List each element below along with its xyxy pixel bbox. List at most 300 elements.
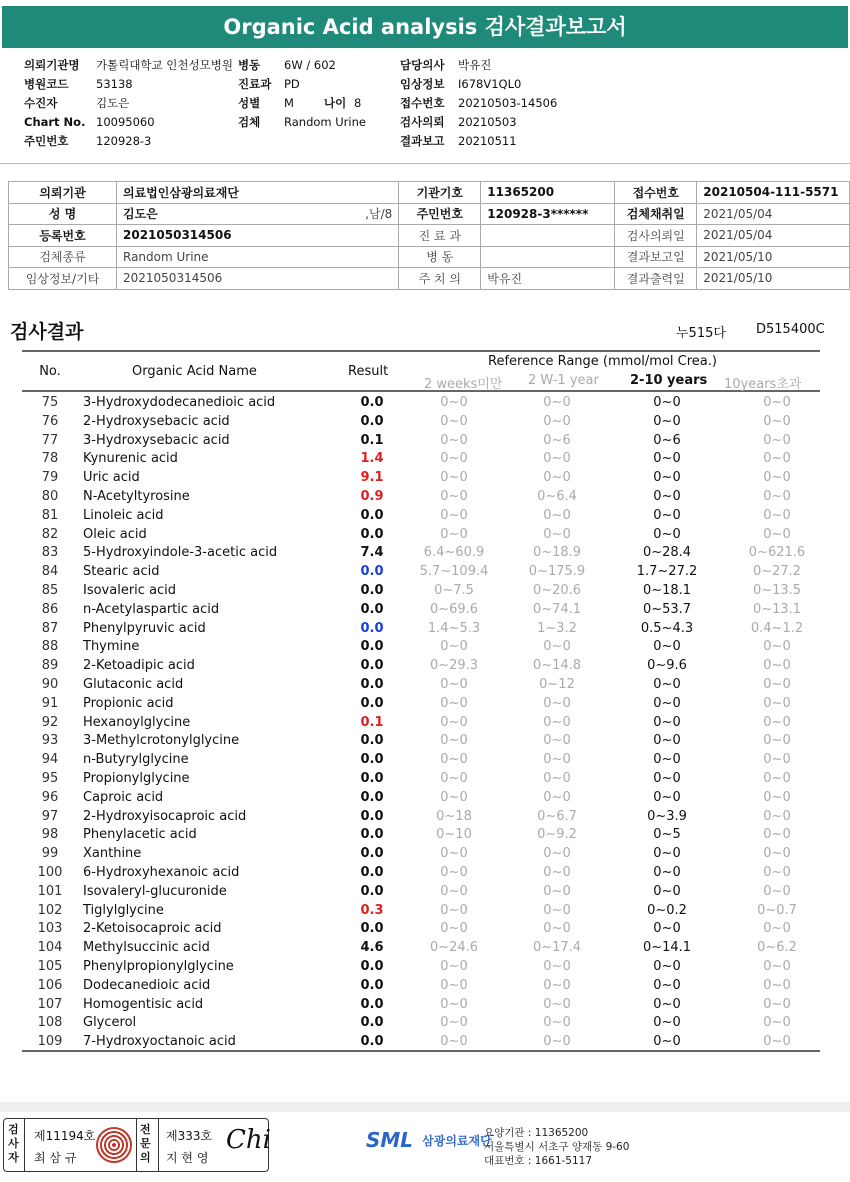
col-header-range-1: 2 weeks미만 xyxy=(424,377,503,392)
patient-value: 김도은 xyxy=(117,203,271,225)
range-10y-plus: 0~0 xyxy=(763,695,791,711)
result-value: 0.1 xyxy=(360,432,384,448)
table-row xyxy=(22,563,820,582)
row-number: 101 xyxy=(37,883,63,899)
table-row xyxy=(22,507,820,526)
acid-name: Linoleic acid xyxy=(83,507,164,523)
range-10y-plus: 0~0 xyxy=(763,1015,791,1031)
patient-label: 진 료 과 xyxy=(399,225,481,247)
range-2w-1y: 0~0 xyxy=(543,1015,571,1031)
range-2-10y: 0~0 xyxy=(653,921,681,937)
patient-label: 검사의뢰일 xyxy=(615,225,697,247)
row-number: 102 xyxy=(37,902,63,918)
patient-value xyxy=(481,225,615,247)
col-header-result: Result xyxy=(348,364,389,379)
signer-role-2: 전문의 xyxy=(140,1123,151,1164)
table-row xyxy=(22,676,820,695)
info-label: 의뢰기관명 xyxy=(24,58,80,72)
range-2w-1y: 0~6.4 xyxy=(537,488,577,504)
patient-value: 2021050314506 xyxy=(117,268,399,290)
range-10y-plus: 0~0 xyxy=(763,977,791,993)
info-label: Chart No. xyxy=(24,115,86,129)
range-2-10y: 1.7~27.2 xyxy=(636,564,698,580)
range-2w-1y: 0~0 xyxy=(543,470,571,486)
acid-name: 3-Hydroxydodecanedioic acid xyxy=(83,395,276,410)
table-row xyxy=(22,864,820,883)
range-10y-plus: 0~0 xyxy=(763,789,791,805)
table-row xyxy=(22,394,820,413)
signature-box xyxy=(3,1118,269,1172)
patient-label: 등록번호 xyxy=(9,225,117,247)
acid-name: 2-Ketoisocaproic acid xyxy=(83,921,222,937)
table-row xyxy=(22,413,820,432)
result-value: 0.0 xyxy=(360,564,384,580)
range-2-10y: 0~6 xyxy=(653,432,681,448)
patient-value: 11365200 xyxy=(481,182,615,204)
patient-value: ,남/8 xyxy=(270,203,399,225)
range-2w-1y: 0~0 xyxy=(543,789,571,805)
col-header-no: No. xyxy=(39,364,61,379)
range-10y-plus: 0~0 xyxy=(763,996,791,1012)
result-value: 0.0 xyxy=(360,808,384,824)
info-value: M xyxy=(284,96,294,110)
patient-value: 2021/05/04 xyxy=(697,225,850,247)
info-value: 120928-3 xyxy=(96,134,152,148)
range-10y-plus: 0~0 xyxy=(763,526,791,542)
range-10y-plus: 0~0 xyxy=(763,432,791,448)
range-2w-1y: 0~0 xyxy=(543,921,571,937)
result-value: 0.0 xyxy=(360,921,384,937)
acid-name: Isovaleric acid xyxy=(83,582,177,598)
acid-name: 3-Hydroxysebacic acid xyxy=(83,432,230,448)
range-2-10y: 0~0 xyxy=(653,864,681,880)
acid-name: Phenylpyruvic acid xyxy=(83,620,206,636)
acid-name: 2-Hydroxyisocaproic acid xyxy=(83,808,247,824)
header-col-3 xyxy=(400,56,557,151)
range-10y-plus: 0~0 xyxy=(763,846,791,862)
range-2w-1y: 0~18.9 xyxy=(532,545,582,561)
range-2-weeks: 0~0 xyxy=(440,733,468,749)
table-row xyxy=(22,751,820,770)
table-row xyxy=(22,488,820,507)
range-10y-plus: 0.4~1.2 xyxy=(750,620,804,636)
result-value: 0.0 xyxy=(360,413,384,429)
range-2-weeks: 0~0 xyxy=(440,526,468,542)
patient-value: 2021/05/10 xyxy=(697,268,850,290)
report-code-a: 누515다 xyxy=(676,326,726,341)
row-number: 89 xyxy=(41,658,59,674)
patient-info-table xyxy=(8,181,850,290)
row-number: 95 xyxy=(41,770,59,786)
info-value: PD xyxy=(284,77,300,91)
acid-name: Uric acid xyxy=(83,470,140,486)
result-value: 0.0 xyxy=(360,846,384,862)
row-number: 75 xyxy=(41,395,59,410)
acid-name: Phenylpropionylglycine xyxy=(83,958,234,974)
acid-name: Stearic acid xyxy=(83,564,160,580)
row-number: 86 xyxy=(41,601,59,617)
table-row xyxy=(22,826,820,845)
results-table-header xyxy=(22,350,820,392)
result-value: 7.4 xyxy=(360,545,384,561)
range-2w-1y: 0~0 xyxy=(543,714,571,730)
row-number: 79 xyxy=(41,470,59,486)
divider xyxy=(0,163,850,164)
table-row xyxy=(22,1014,820,1033)
range-2-weeks: 0~0 xyxy=(440,770,468,786)
patient-row xyxy=(9,182,850,204)
table-row xyxy=(22,526,820,545)
footer-band xyxy=(0,1102,850,1112)
result-value: 0.0 xyxy=(360,639,384,655)
range-2w-1y: 0~14.8 xyxy=(532,658,582,674)
table-row xyxy=(22,582,820,601)
range-10y-plus: 0~0 xyxy=(763,413,791,429)
range-2-weeks: 0~0 xyxy=(440,846,468,862)
range-2w-1y: 0~0 xyxy=(543,1034,571,1050)
patient-row xyxy=(9,268,850,290)
patient-label: 기관기호 xyxy=(399,182,481,204)
table-row xyxy=(22,695,820,714)
divider xyxy=(158,1119,159,1171)
range-2-weeks: 0~0 xyxy=(440,789,468,805)
range-2-10y: 0~0 xyxy=(653,507,681,523)
result-value: 0.0 xyxy=(360,864,384,880)
range-10y-plus: 0~0 xyxy=(763,714,791,730)
row-number: 81 xyxy=(41,507,59,523)
info-value: 8 xyxy=(354,96,362,110)
range-10y-plus: 0~0 xyxy=(763,921,791,937)
info-label: 검체 xyxy=(238,115,261,129)
range-10y-plus: 0~0 xyxy=(763,883,791,899)
col-header-reference: Reference Range (mmol/mol Crea.) xyxy=(488,354,717,369)
header-col-1 xyxy=(24,56,233,151)
acid-name: 2-Hydroxysebacic acid xyxy=(83,413,230,429)
result-value: 0.1 xyxy=(360,714,384,730)
result-value: 0.0 xyxy=(360,752,384,768)
acid-name: Homogentisic acid xyxy=(83,996,204,1012)
range-10y-plus: 0~13.1 xyxy=(752,601,802,617)
acid-name: Caproic acid xyxy=(83,789,164,805)
result-value: 0.0 xyxy=(360,601,384,617)
table-row xyxy=(22,902,820,921)
range-2-weeks: 6.4~60.9 xyxy=(423,545,485,561)
table-row xyxy=(22,601,820,620)
patient-value: 2021050314506 xyxy=(117,225,399,247)
acid-name: Hexanoylglycine xyxy=(83,714,191,730)
patient-label: 주 치 의 xyxy=(399,268,481,290)
table-row xyxy=(22,883,820,902)
range-2-weeks: 0~0 xyxy=(440,1015,468,1031)
info-value: 53138 xyxy=(96,77,133,91)
range-2w-1y: 0~9.2 xyxy=(537,827,577,843)
row-number: 97 xyxy=(41,808,59,824)
patient-label: 결과보고일 xyxy=(615,246,697,268)
range-10y-plus: 0~0 xyxy=(763,488,791,504)
range-2-10y: 0~53.7 xyxy=(642,601,692,617)
acid-name: 6-Hydroxyhexanoic acid xyxy=(83,864,240,880)
patient-label: 검체종류 xyxy=(9,246,117,268)
range-2-10y: 0~9.6 xyxy=(647,658,687,674)
range-2w-1y: 0~0 xyxy=(543,846,571,862)
acid-name: Oleic acid xyxy=(83,526,147,542)
range-2-10y: 0~0 xyxy=(653,526,681,542)
range-2-10y: 0~5 xyxy=(653,827,681,843)
range-2w-1y: 1~3.2 xyxy=(537,620,577,636)
table-row xyxy=(22,958,820,977)
row-number: 109 xyxy=(37,1034,63,1050)
report-title: Organic Acid analysis 검사결과보고서 xyxy=(2,6,848,48)
info-value: 20210503 xyxy=(458,115,517,129)
range-2-10y: 0~0.2 xyxy=(647,902,687,918)
range-2w-1y: 0~0 xyxy=(543,883,571,899)
row-number: 83 xyxy=(41,545,59,561)
row-number: 100 xyxy=(37,864,63,880)
col-header-name: Organic Acid Name xyxy=(132,364,257,379)
table-row xyxy=(22,977,820,996)
result-value: 0.0 xyxy=(360,883,384,899)
signer-license-2: 제333호 xyxy=(166,1129,213,1143)
range-2w-1y: 0~0 xyxy=(543,526,571,542)
acid-name: Glycerol xyxy=(83,1015,137,1031)
table-row xyxy=(22,450,820,469)
range-10y-plus: 0~0 xyxy=(763,451,791,467)
patient-label: 결과출력일 xyxy=(615,268,697,290)
range-2-10y: 0~0 xyxy=(653,977,681,993)
acid-name: Glutaconic acid xyxy=(83,676,184,692)
range-2w-1y: 0~0 xyxy=(543,413,571,429)
result-value: 0.0 xyxy=(360,658,384,674)
range-2-10y: 0~0 xyxy=(653,451,681,467)
range-2w-1y: 0~6.7 xyxy=(537,808,577,824)
range-10y-plus: 0~0 xyxy=(763,770,791,786)
range-10y-plus: 0~0 xyxy=(763,395,791,410)
result-value: 0.0 xyxy=(360,733,384,749)
row-number: 78 xyxy=(41,451,59,467)
acid-name: Methylsuccinic acid xyxy=(83,940,210,956)
info-label: 검사의뢰 xyxy=(400,115,445,129)
table-row xyxy=(22,789,820,808)
range-2-10y: 0~0 xyxy=(653,996,681,1012)
info-value: 20210503-14506 xyxy=(458,96,558,110)
range-2-10y: 0~0 xyxy=(653,770,681,786)
patient-value: Random Urine xyxy=(117,246,399,268)
range-2-weeks: 0~0 xyxy=(440,395,468,410)
range-2-weeks: 0~0 xyxy=(440,921,468,937)
range-2-weeks: 0~0 xyxy=(440,507,468,523)
row-number: 96 xyxy=(41,789,59,805)
row-number: 91 xyxy=(41,695,59,711)
table-row xyxy=(22,638,820,657)
header-col-2 xyxy=(238,56,366,132)
table-row xyxy=(22,714,820,733)
result-value: 0.0 xyxy=(360,770,384,786)
result-value: 0.9 xyxy=(360,488,384,504)
section-title: 검사결과 xyxy=(10,321,84,343)
result-value: 0.0 xyxy=(360,1015,384,1031)
range-10y-plus: 0~0 xyxy=(763,827,791,843)
signer-name-1: 최 삼 규 xyxy=(34,1151,77,1165)
sml-logo xyxy=(366,1128,492,1152)
seal-stamp-icon xyxy=(96,1127,132,1163)
result-value: 0.0 xyxy=(360,977,384,993)
range-10y-plus: 0~0 xyxy=(763,733,791,749)
row-number: 85 xyxy=(41,582,59,598)
range-2w-1y: 0~0 xyxy=(543,902,571,918)
logo-mark: SML xyxy=(366,1128,414,1152)
result-value: 0.0 xyxy=(360,827,384,843)
info-label: 담당의사 xyxy=(400,58,445,72)
row-number: 77 xyxy=(41,432,59,448)
range-2-weeks: 0~24.6 xyxy=(429,940,479,956)
range-10y-plus: 0~0 xyxy=(763,507,791,523)
patient-row xyxy=(9,246,850,268)
table-row xyxy=(22,770,820,789)
acid-name: 3-Methylcrotonylglycine xyxy=(83,733,240,749)
result-value: 0.0 xyxy=(360,1034,384,1050)
range-2-weeks: 0~0 xyxy=(440,902,468,918)
acid-name: 5-Hydroxyindole-3-acetic acid xyxy=(83,545,278,561)
range-2-weeks: 0~0 xyxy=(440,864,468,880)
signer-role-1: 검사자 xyxy=(8,1123,19,1164)
info-label: 주민번호 xyxy=(24,134,69,148)
row-number: 82 xyxy=(41,526,59,542)
range-2w-1y: 0~0 xyxy=(543,733,571,749)
range-2-weeks: 0~0 xyxy=(440,432,468,448)
range-10y-plus: 0~0 xyxy=(763,752,791,768)
result-value: 0.0 xyxy=(360,676,384,692)
range-2-10y: 0~0 xyxy=(653,1015,681,1031)
range-2-weeks: 0~0 xyxy=(440,958,468,974)
range-2-weeks: 0~0 xyxy=(440,695,468,711)
range-2w-1y: 0~0 xyxy=(543,770,571,786)
divider xyxy=(24,1119,25,1171)
range-2-10y: 0~0 xyxy=(653,714,681,730)
table-row xyxy=(22,920,820,939)
range-2-10y: 0~3.9 xyxy=(647,808,687,824)
acid-name: Propionylglycine xyxy=(83,770,190,786)
acid-name: Thymine xyxy=(83,639,140,655)
range-2w-1y: 0~20.6 xyxy=(532,582,582,598)
patient-row xyxy=(9,203,850,225)
col-header-range-3: 2-10 years xyxy=(630,373,708,388)
range-2w-1y: 0~0 xyxy=(543,996,571,1012)
signer-name-2: 지 현 영 xyxy=(166,1151,209,1165)
range-2-10y: 0~0 xyxy=(653,1034,681,1050)
table-row xyxy=(22,996,820,1015)
table-row xyxy=(22,808,820,827)
agency-code: 요양기관 : 11365200 xyxy=(484,1127,589,1139)
patient-label: 병 동 xyxy=(399,246,481,268)
table-row xyxy=(22,657,820,676)
range-2-weeks: 0~0 xyxy=(440,1034,468,1050)
row-number: 90 xyxy=(41,676,59,692)
acid-name: 7-Hydroxyoctanoic acid xyxy=(83,1034,236,1050)
range-2-10y: 0~0 xyxy=(653,733,681,749)
row-number: 108 xyxy=(37,1015,63,1031)
info-value: Random Urine xyxy=(284,115,366,129)
range-2-weeks: 0~10 xyxy=(436,827,472,843)
row-number: 104 xyxy=(37,940,63,956)
range-10y-plus: 0~0 xyxy=(763,1034,791,1050)
range-2-weeks: 1.4~5.3 xyxy=(427,620,481,636)
result-value: 0.0 xyxy=(360,996,384,1012)
result-value: 0.3 xyxy=(360,902,384,918)
range-2w-1y: 0~17.4 xyxy=(532,940,582,956)
info-label: 접수번호 xyxy=(400,96,445,110)
info-label: 성별 xyxy=(238,96,261,110)
patient-value: 2021/05/04 xyxy=(697,203,850,225)
logo-org: 삼광의료재단 xyxy=(422,1133,492,1148)
row-number: 88 xyxy=(41,639,59,655)
info-value: I678V1QL0 xyxy=(458,77,522,91)
info-label: 병원코드 xyxy=(24,77,69,91)
row-number: 87 xyxy=(41,620,59,636)
range-2w-1y: 0~74.1 xyxy=(532,601,582,617)
patient-label: 의뢰기관 xyxy=(9,182,117,204)
patient-value: 2021/05/10 xyxy=(697,246,850,268)
patient-label: 임상정보/기타 xyxy=(9,268,117,290)
row-number: 80 xyxy=(41,488,59,504)
table-bottom-rule xyxy=(22,1050,820,1052)
patient-row xyxy=(9,225,850,247)
info-label: 수진자 xyxy=(24,96,58,110)
info-label: 진료과 xyxy=(238,77,272,91)
info-value: 6W / 602 xyxy=(284,58,336,72)
range-10y-plus: 0~27.2 xyxy=(752,564,802,580)
result-value: 0.0 xyxy=(360,789,384,805)
range-2w-1y: 0~0 xyxy=(543,695,571,711)
range-2w-1y: 0~6 xyxy=(543,432,571,448)
result-value: 0.0 xyxy=(360,507,384,523)
patient-value: 120928-3****** xyxy=(481,203,615,225)
range-10y-plus: 0~0 xyxy=(763,958,791,974)
range-2-weeks: 0~0 xyxy=(440,977,468,993)
range-2-weeks: 0~0 xyxy=(440,996,468,1012)
range-2-weeks: 0~0 xyxy=(440,470,468,486)
result-value: 0.0 xyxy=(360,958,384,974)
range-2w-1y: 0~0 xyxy=(543,977,571,993)
result-value: 0.0 xyxy=(360,582,384,598)
result-value: 4.6 xyxy=(360,940,384,956)
range-2-10y: 0~0 xyxy=(653,639,681,655)
range-2w-1y: 0~0 xyxy=(543,639,571,655)
range-2-10y: 0~14.1 xyxy=(642,940,692,956)
range-2-10y: 0~0 xyxy=(653,695,681,711)
acid-name: Isovaleryl-glucuronide xyxy=(83,883,227,899)
row-number: 84 xyxy=(41,564,59,580)
acid-name: Dodecanedioic acid xyxy=(83,977,211,993)
range-10y-plus: 0~13.5 xyxy=(752,582,802,598)
row-number: 76 xyxy=(41,413,59,429)
acid-name: 2-Ketoadipic acid xyxy=(83,658,195,674)
patient-value: 박유진 xyxy=(481,268,615,290)
range-10y-plus: 0~0 xyxy=(763,658,791,674)
range-2-10y: 0~0 xyxy=(653,488,681,504)
acid-name: Phenylacetic acid xyxy=(83,827,197,843)
table-row xyxy=(22,939,820,958)
address: 서울특별시 서초구 양재동 9-60 xyxy=(484,1141,630,1153)
row-number: 105 xyxy=(37,958,63,974)
row-number: 106 xyxy=(37,977,63,993)
range-10y-plus: 0~0 xyxy=(763,676,791,692)
range-10y-plus: 0~0 xyxy=(763,639,791,655)
handwritten-signature: Chi xyxy=(226,1125,271,1155)
info-value: 20210511 xyxy=(458,134,517,148)
range-2-weeks: 0~0 xyxy=(440,488,468,504)
acid-name: Propionic acid xyxy=(83,695,174,711)
info-label: 병동 xyxy=(238,58,261,72)
